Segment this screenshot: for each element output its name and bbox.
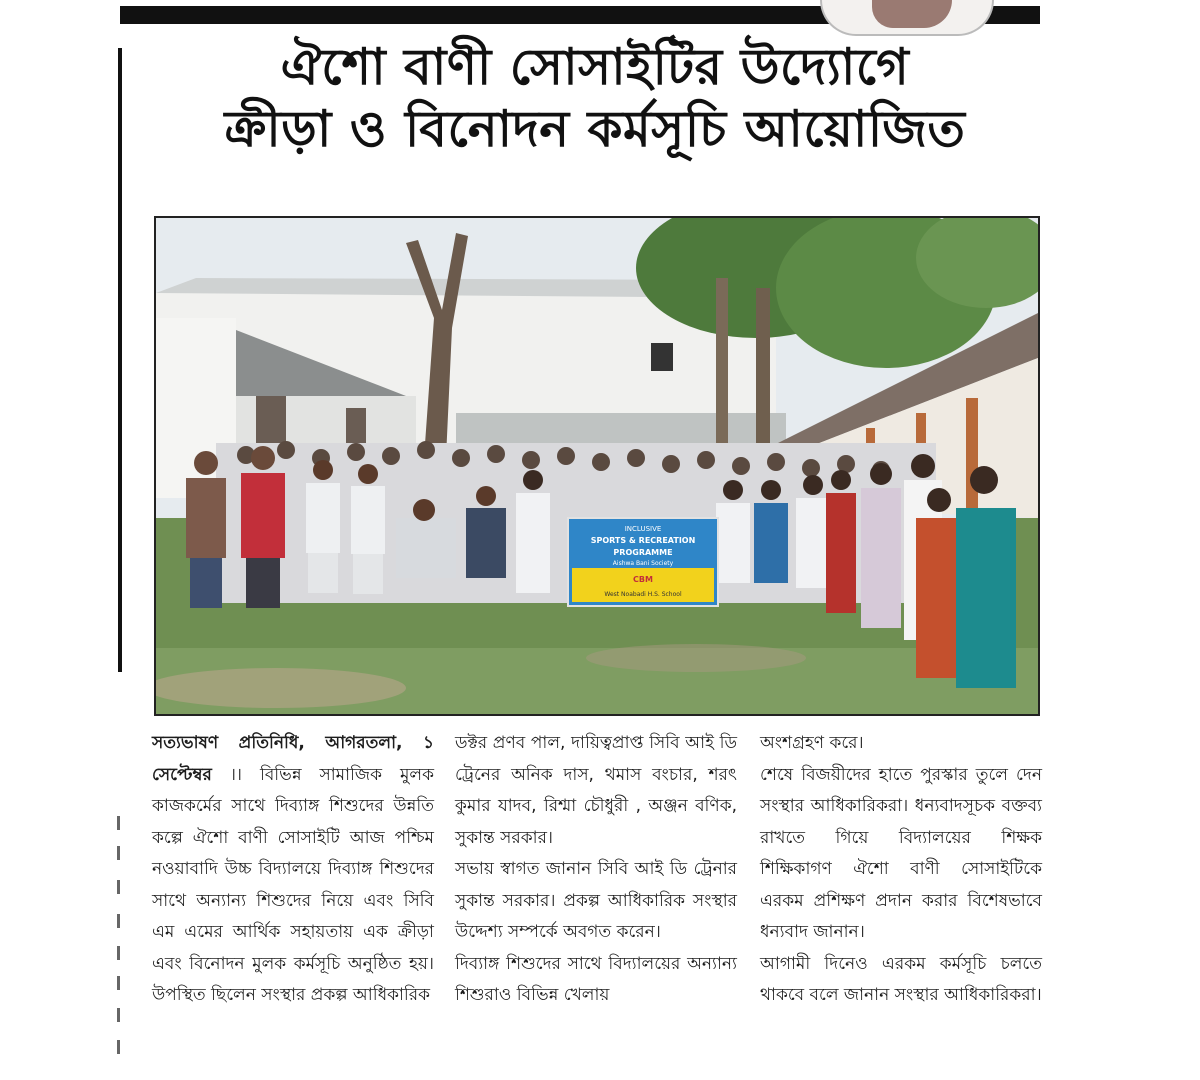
- banner-line-3: PROGRAMME: [613, 548, 673, 557]
- banner-line-1: INCLUSIVE: [624, 525, 662, 533]
- headline: [150, 36, 1040, 160]
- headline-line-2: ক্রীড়া ও বিনোদন কর্মসূচি আয়োজিত: [224, 100, 966, 158]
- group-photo-illustration: [156, 218, 1038, 714]
- article-column-3: [760, 728, 1042, 1012]
- banner-line-6: West Noabadi H.S. School: [604, 591, 682, 598]
- masthead-emblem: [820, 0, 994, 36]
- article-col2-para-1: ডক্টর প্রণব পাল, দায়িত্বপ্রাপ্ত সিবি আই ডি ট্রেনের অনিক দাস, থমাস বংচার, শরৎ কুমার যাদব, রিশ্মা চৌধুরী , অঞ্জন বণিক, সুকান্ত সরকার।: [455, 733, 737, 848]
- banner-line-5: CBM: [633, 575, 653, 584]
- article-col2-para-3: দিব্যাঙ্গ শিশুদের সাথে বিদ্যালয়ের অন্যান্য শিশুরাও বিভিন্ন খেলায়: [455, 953, 737, 1005]
- article-column-2: [455, 728, 737, 1012]
- left-column-rule: [118, 48, 122, 672]
- news-photo: [154, 216, 1040, 716]
- article-col3-para-3: আগামী দিনেও এরকম কর্মসূচি চলতে থাকবে বলে জানান সংস্থার আধিকারিকরা।: [760, 953, 1042, 1005]
- article-col3-para-1: অংশগ্রহণ করে।: [760, 733, 864, 753]
- article-col3-para-2: শেষে বিজয়ীদের হাতে পুরস্কার তুলে দেন সংস্থার আধিকারিকরা। ধন্যবাদসূচক বক্তব্য রাখতে গিয়ে বিদ্যালয়ের শিক্ষক শিক্ষিকাগণ ঐশো বাণী সোসাইটিকে এরকম প্রশিক্ষণ প্রদান করার বিশেষভাবে ধন্যবাদ জানান।: [760, 764, 1042, 942]
- headline-line-1: ঐশো বাণী সোসাইটির উদ্যোগে: [280, 38, 910, 96]
- article-byline: সত্যভাষণ প্রতিনিধি, আগরতলা, ১ সেপ্টেম্বর: [152, 733, 434, 785]
- article-column-1: [152, 728, 434, 1012]
- margin-ticks: [117, 816, 123, 1076]
- article-col2-para-2: সভায় স্বাগত জানান সিবি আই ডি ট্রেনার সুকান্ত সরকার। প্রকল্প আধিকারিক সংস্থার উদ্দেশ্য সম্পর্কে অবগত করেন।: [455, 859, 737, 942]
- article-col1-text: ।। বিভিন্ন সামাজিক মুলক কাজকর্মের সাথে দিব্যাঙ্গ শিশুদের উন্নতি কল্পে ঐশো বাণী সোসাইটি আজ পশ্চিম নওয়াবাদি উচ্চ বিদ্যালয়ে দিব্যাঙ্গ শিশুদের সাথে অন্যান্য শিশুদের নিয়ে এবং সিবি এম এমের আর্থিক সহায়তায় এক ক্রীড়া এবং বিনোদন মুলক কর্মসূচি অনুষ্ঠিত হয়। উপস্থিত ছিলেন সংস্থার প্রকল্প আধিকারিক: [152, 764, 434, 1005]
- banner-line-2: SPORTS & RECREATION: [590, 536, 696, 545]
- event-banner: [568, 518, 718, 606]
- banner-line-4: Aishwa Bani Society: [612, 560, 674, 567]
